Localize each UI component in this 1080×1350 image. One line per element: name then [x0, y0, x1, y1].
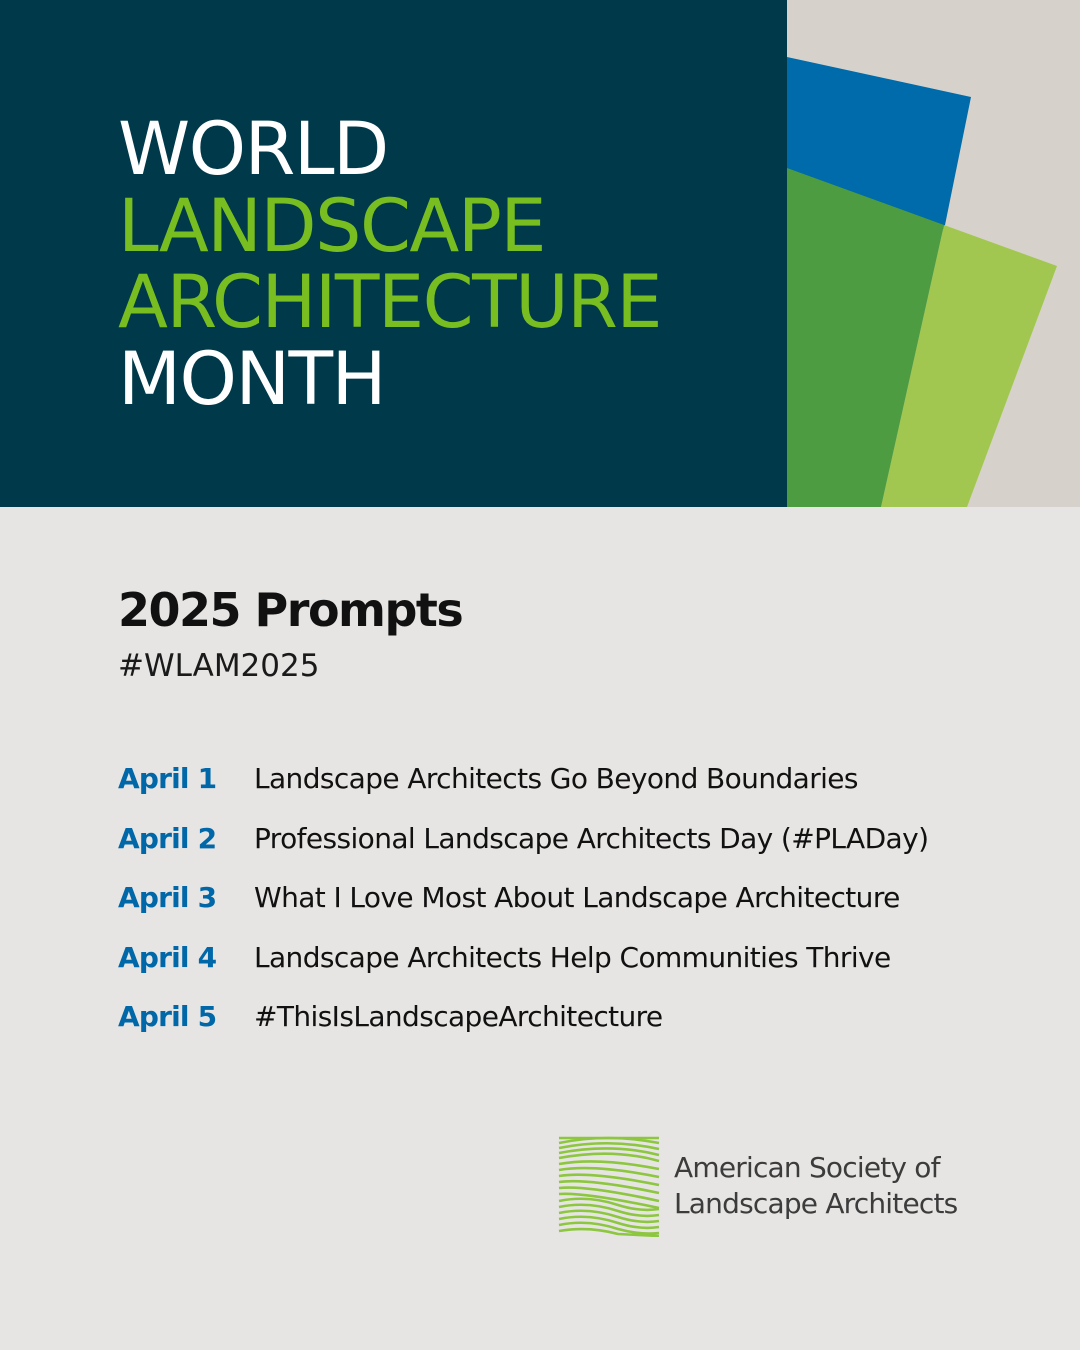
title-line-world: WORLD [118, 107, 388, 192]
header-banner [0, 0, 1080, 507]
title-line-month: MONTH [118, 336, 386, 422]
asla-wordmark-line-2: Landscape Architects [674, 1187, 958, 1220]
asla-wordmark [674, 1150, 957, 1222]
prompts-heading: 2025 Prompts [118, 583, 463, 637]
prompt-text: Landscape Architects Help Communities Thrive [254, 940, 891, 974]
asla-landscape-lines-icon [558, 1135, 660, 1237]
prompt-text: #ThisIsLandscapeArchitecture [254, 1000, 663, 1033]
prompt-text: What I Love Most About Landscape Architecture [254, 881, 900, 914]
main-title [118, 107, 661, 422]
prompt-row [118, 762, 1018, 822]
prompt-row [118, 1000, 1018, 1060]
asla-wordmark-line-1: American Society of [674, 1151, 940, 1184]
prompt-date: April 3 [118, 881, 217, 914]
prompt-list [118, 762, 1018, 1060]
prompt-date: April 5 [118, 1000, 217, 1033]
asla-logo [558, 1135, 957, 1237]
prompt-text: Professional Landscape Architects Day (#PLADay) [254, 821, 929, 855]
prompt-row [118, 822, 1018, 882]
prompt-text: Landscape Architects Go Beyond Boundaries [254, 762, 858, 795]
campaign-hashtag: #WLAM2025 [118, 648, 320, 684]
title-line-architecture: ARCHITECTURE [118, 260, 661, 345]
prompt-row [118, 941, 1018, 1001]
prompt-date: April 4 [118, 940, 217, 974]
prompt-date: April 2 [118, 821, 217, 855]
title-line-landscape: LANDSCAPE [118, 183, 545, 269]
prompt-row [118, 881, 1018, 941]
prompt-date: April 1 [118, 762, 217, 795]
decorative-color-panels [787, 0, 1080, 507]
